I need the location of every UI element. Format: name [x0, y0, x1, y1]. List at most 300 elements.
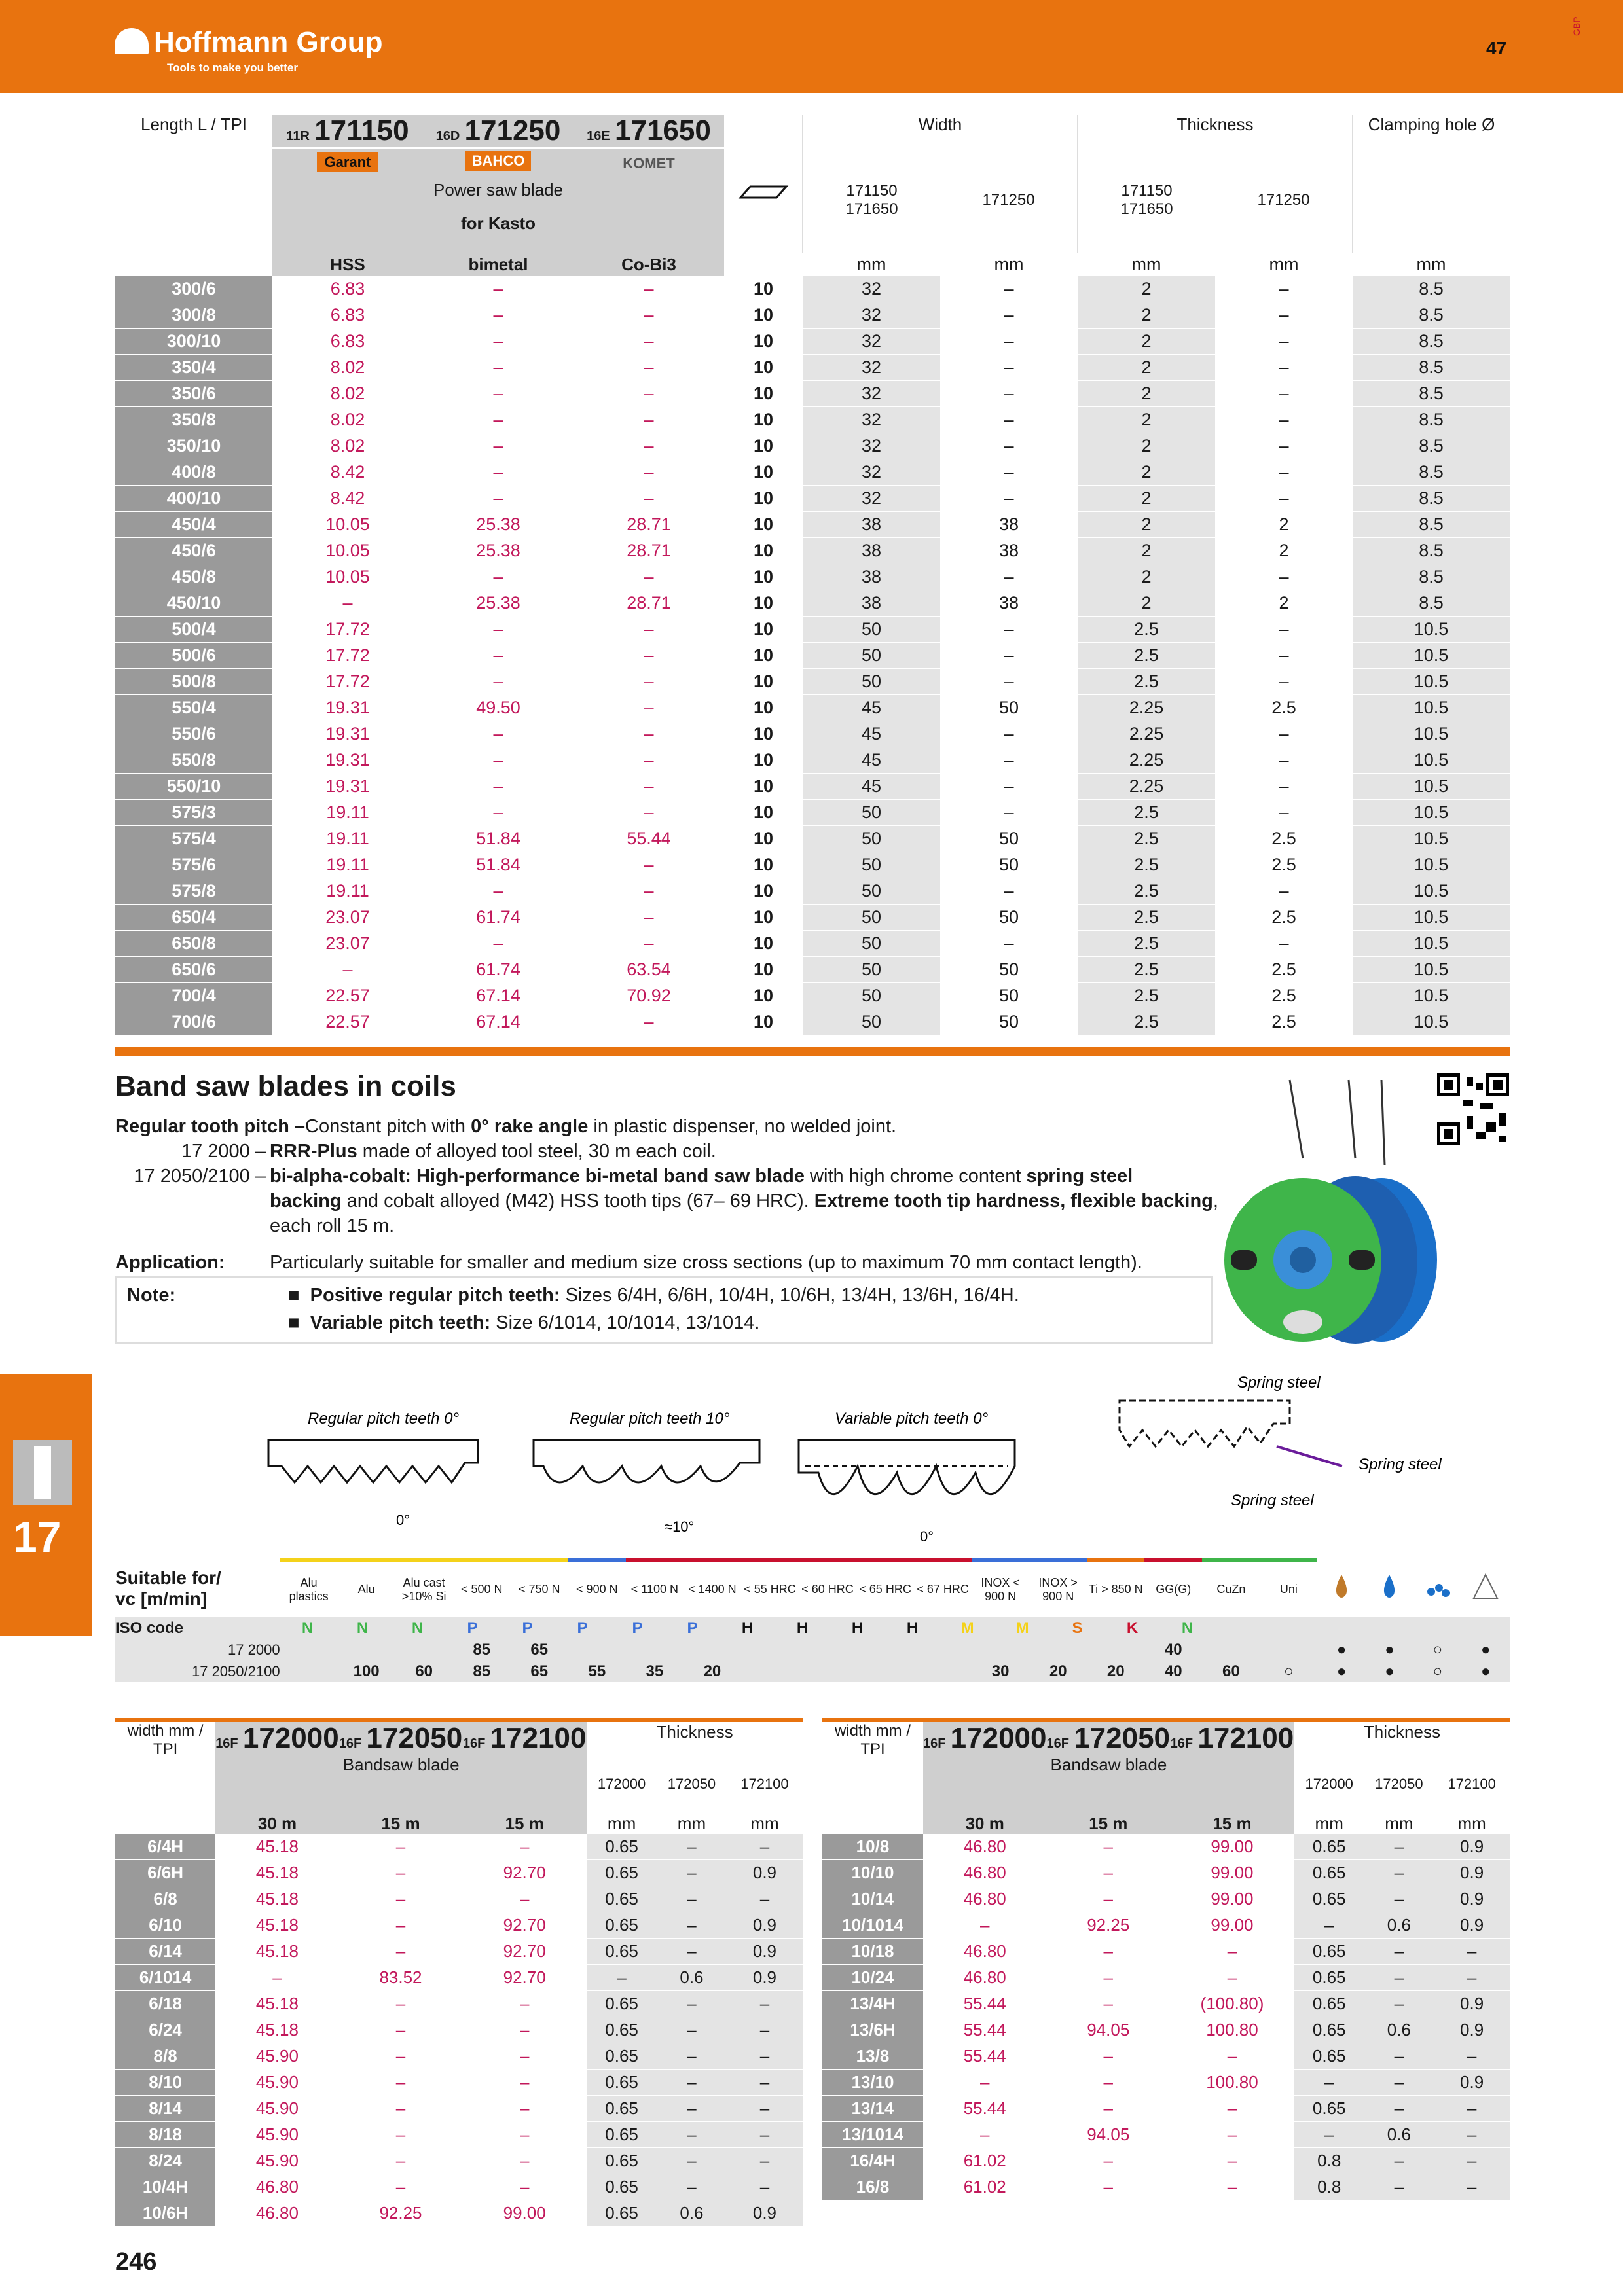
value-cell: –	[1047, 1939, 1171, 1965]
logo-mark-icon	[115, 28, 149, 54]
value-cell: –	[727, 1886, 803, 1912]
value-cell: 2	[1078, 407, 1215, 433]
value-cell: 2	[1078, 590, 1215, 617]
vc-value: 40	[1164, 1640, 1182, 1659]
vc-value: 40	[1164, 1662, 1182, 1680]
vc-value	[856, 1660, 914, 1682]
table-row	[115, 590, 1510, 617]
value-cell: 10	[724, 433, 803, 459]
article-desc: bi-alpha-cobalt: High-performance bi-metal band saw blade with high chrome content spring steel	[270, 1166, 1133, 1187]
width-tpi-cell: 13/4H	[822, 1991, 923, 2017]
value-cell: 2.5	[1078, 957, 1215, 983]
value-cell: 99.00	[462, 2200, 587, 2227]
unit-label: mm	[677, 1814, 706, 1833]
value-cell: 19.31	[272, 774, 423, 800]
value-cell: –	[1215, 564, 1353, 590]
material-column: Alu plastics	[280, 1560, 338, 1617]
product-desc: Power saw blade	[433, 180, 563, 200]
value-cell: 28.71	[574, 512, 724, 538]
value-cell: –	[423, 329, 574, 355]
article-key: 17 2050/2100 –	[134, 1166, 266, 1187]
value-cell: 45.18	[215, 1912, 339, 1939]
vc-value	[1029, 1639, 1087, 1660]
value-cell: 99.00	[1170, 1834, 1294, 1860]
value-cell: 55.44	[923, 2096, 1047, 2122]
value-cell: 2	[1078, 276, 1215, 302]
value-cell: 25.38	[423, 590, 574, 617]
value-cell: 10	[724, 590, 803, 617]
value-cell: 8.5	[1353, 433, 1510, 459]
diagram-label: Regular pitch teeth 0°	[308, 1410, 460, 1427]
table-row	[115, 2122, 803, 2148]
value-cell: 0.65	[587, 2043, 657, 2070]
value-cell: –	[940, 617, 1078, 643]
table-row	[115, 2070, 803, 2096]
value-cell: –	[574, 878, 724, 905]
value-cell: 63.54	[574, 957, 724, 983]
value-cell: 17.72	[272, 669, 423, 695]
table-row	[822, 2096, 1510, 2122]
table-row	[115, 1860, 803, 1886]
thickness-sub: 172100	[740, 1776, 789, 1792]
length-tpi-cell: 650/8	[115, 931, 272, 957]
value-cell: 10	[724, 512, 803, 538]
value-cell: –	[1364, 2174, 1434, 2200]
value-cell: 2.25	[1078, 721, 1215, 747]
order-code: 16F	[338, 1736, 362, 1751]
iso-code-label: ISO code	[115, 1619, 184, 1637]
length-tpi-cell: 500/6	[115, 643, 272, 669]
unit-label: mm	[1269, 254, 1299, 274]
value-cell: –	[940, 747, 1078, 774]
coolant-indicator	[1317, 1639, 1365, 1660]
value-cell: –	[1215, 747, 1353, 774]
value-cell: –	[462, 2122, 587, 2148]
value-cell: –	[423, 747, 574, 774]
value-cell: –	[1215, 407, 1353, 433]
width-tpi-cell: 13/14	[822, 2096, 923, 2122]
value-cell: 22.57	[272, 1009, 423, 1035]
value-cell: –	[339, 2043, 463, 2070]
table-row	[115, 983, 1510, 1009]
oil-drop-icon	[1317, 1560, 1365, 1617]
length-tpi-cell: 300/8	[115, 302, 272, 329]
width-tpi-cell: 10/8	[822, 1834, 923, 1860]
suitable-label: Suitable for/	[115, 1568, 221, 1588]
value-cell: 0.65	[587, 2070, 657, 2096]
brand-tagline: Tools to make you better	[167, 62, 298, 74]
chapter-tab	[0, 1374, 92, 1636]
vc-value	[568, 1639, 626, 1660]
table-row	[115, 617, 1510, 643]
value-cell: –	[940, 302, 1078, 329]
length-tpi-cell: 650/6	[115, 957, 272, 983]
value-cell: 0.65	[1294, 2017, 1364, 2043]
table-row	[115, 747, 1510, 774]
value-cell: –	[339, 1939, 463, 1965]
bahco-logo: BAHCO	[465, 151, 532, 171]
thickness-header: Thickness	[1078, 115, 1353, 148]
value-cell: 0.65	[1294, 1991, 1364, 2017]
value-cell: 45	[803, 774, 940, 800]
vc-value	[741, 1660, 799, 1682]
value-cell: –	[574, 276, 724, 302]
value-cell: 92.25	[339, 2200, 463, 2227]
vc-value: 85	[473, 1640, 491, 1659]
value-cell: –	[1294, 2122, 1364, 2148]
iso-code: M	[960, 1619, 974, 1637]
value-cell: 99.00	[1170, 1912, 1294, 1939]
value-cell: –	[1215, 329, 1353, 355]
value-cell: 0.65	[587, 1886, 657, 1912]
value-cell: 0.9	[727, 1939, 803, 1965]
order-code: 16F	[462, 1736, 486, 1751]
article-key: 17 2000	[228, 1641, 280, 1658]
value-cell: –	[574, 617, 724, 643]
value-cell: 10.5	[1353, 747, 1510, 774]
value-cell: 50	[803, 852, 940, 878]
table-row	[115, 669, 1510, 695]
spray-icon	[1413, 1560, 1461, 1617]
value-cell: 61.02	[923, 2148, 1047, 2174]
value-cell: 10.05	[272, 538, 423, 564]
width-tpi-cell: 8/18	[115, 2122, 215, 2148]
value-cell: –	[1215, 276, 1353, 302]
emulsion-drop-icon	[1366, 1560, 1413, 1617]
value-cell: –	[923, 1912, 1047, 1939]
value-cell: –	[423, 486, 574, 512]
value-cell: 61.74	[423, 905, 574, 931]
width-tpi-cell: 10/18	[822, 1939, 923, 1965]
value-cell: 10.5	[1353, 1009, 1510, 1035]
spring-steel-label: Spring steel	[1359, 1456, 1442, 1473]
value-cell: 8.5	[1353, 512, 1510, 538]
value-cell: 92.70	[462, 1912, 587, 1939]
table-row	[822, 2174, 1510, 2200]
value-cell: –	[1434, 1965, 1510, 1991]
width-tpi-header: width mm / TPI	[834, 1722, 911, 1758]
value-cell: 2.5	[1215, 983, 1353, 1009]
value-cell: 0.65	[1294, 1886, 1364, 1912]
value-cell: –	[587, 1965, 657, 1991]
application-text: Particularly suitable for smaller and medium size cross sections (up to maximum 70 mm contact length).	[270, 1252, 1142, 1273]
length-tpi-cell: 300/6	[115, 276, 272, 302]
value-cell: 32	[803, 276, 940, 302]
thickness-header: Thickness	[1363, 1722, 1440, 1742]
length-tpi-cell: 550/6	[115, 721, 272, 747]
value-cell: 50	[803, 905, 940, 931]
length-tpi-cell: 350/8	[115, 407, 272, 433]
value-cell: 46.80	[923, 1834, 1047, 1860]
value-cell: –	[1294, 2070, 1364, 2096]
value-cell: –	[339, 1991, 463, 2017]
value-cell: –	[574, 407, 724, 433]
value-cell: –	[1434, 2174, 1510, 2200]
coolant-indicator	[1462, 1660, 1510, 1682]
vc-value: 35	[646, 1662, 664, 1680]
material-column: Ti > 850 N	[1087, 1560, 1144, 1617]
value-cell: 50	[803, 643, 940, 669]
vc-value	[280, 1639, 338, 1660]
value-cell: –	[1215, 355, 1353, 381]
vc-value: 100	[353, 1662, 380, 1680]
sub-article: 171250	[1257, 191, 1310, 209]
vc-value	[1202, 1639, 1260, 1660]
coolant-indicator	[1366, 1660, 1413, 1682]
value-cell: 2	[1215, 512, 1353, 538]
value-cell: –	[940, 355, 1078, 381]
iso-code: H	[741, 1619, 754, 1637]
value-cell: –	[1215, 800, 1353, 826]
value-cell: –	[574, 852, 724, 878]
value-cell: 38	[803, 590, 940, 617]
value-cell: –	[1364, 2148, 1434, 2174]
value-cell: –	[1215, 302, 1353, 329]
vc-value	[741, 1639, 799, 1660]
value-cell: –	[462, 1834, 587, 1860]
value-cell: –	[940, 643, 1078, 669]
value-cell: 94.05	[1047, 2017, 1171, 2043]
value-cell: 0.9	[1434, 1860, 1510, 1886]
spring-steel-label: Spring steel	[1231, 1492, 1314, 1509]
value-cell: 17.72	[272, 643, 423, 669]
value-cell: –	[657, 2043, 727, 2070]
value-cell: 45	[803, 721, 940, 747]
vc-value	[1260, 1639, 1317, 1660]
diagram-label: Regular pitch teeth 10°	[570, 1410, 730, 1427]
value-cell: –	[423, 774, 574, 800]
value-cell: 50	[940, 905, 1078, 931]
thickness-sub: 172050	[667, 1776, 716, 1792]
value-cell: 2.25	[1078, 747, 1215, 774]
value-cell: 50	[803, 669, 940, 695]
order-code: 11R	[286, 129, 310, 143]
value-cell: 38	[940, 590, 1078, 617]
table-row	[115, 931, 1510, 957]
table-row	[822, 2070, 1510, 2096]
value-cell: 19.11	[272, 878, 423, 905]
vc-value	[684, 1639, 741, 1660]
width-tpi-cell: 10/4H	[115, 2174, 215, 2200]
value-cell: 19.31	[272, 721, 423, 747]
table-row	[822, 1834, 1510, 1860]
value-cell: –	[574, 643, 724, 669]
value-cell: –	[574, 433, 724, 459]
length-tpi-cell: 400/10	[115, 486, 272, 512]
length-tpi-cell: 575/6	[115, 852, 272, 878]
width-tpi-cell: 10/6H	[115, 2200, 215, 2227]
table-row	[822, 1860, 1510, 1886]
value-cell: 10.5	[1353, 983, 1510, 1009]
length-tpi-cell: 450/4	[115, 512, 272, 538]
value-cell: 2	[1078, 459, 1215, 486]
value-cell: 92.70	[462, 1965, 587, 1991]
value-cell: –	[423, 721, 574, 747]
value-cell: –	[1047, 1886, 1171, 1912]
value-cell: –	[1434, 2043, 1510, 2070]
angle-label: 0°	[396, 1512, 410, 1528]
value-cell: 0.8	[1294, 2148, 1364, 2174]
value-cell: –	[727, 2148, 803, 2174]
value-cell: 10.5	[1353, 826, 1510, 852]
article-number: 172000	[242, 1722, 339, 1754]
table-row	[115, 2017, 803, 2043]
value-cell: –	[462, 1991, 587, 2017]
value-cell: 55.44	[923, 1991, 1047, 2017]
value-cell: 50	[803, 800, 940, 826]
coolant-indicator	[1366, 1639, 1413, 1660]
value-cell: 32	[803, 407, 940, 433]
value-cell: 51.84	[423, 826, 574, 852]
dry-cutting-icon	[1462, 1560, 1510, 1617]
length-tpi-cell: 700/6	[115, 1009, 272, 1035]
width-tpi-cell: 13/10	[822, 2070, 923, 2096]
iso-code: P	[632, 1619, 643, 1637]
coolant-dot: ●	[1336, 1640, 1347, 1659]
value-cell: –	[940, 669, 1078, 695]
value-cell: –	[574, 459, 724, 486]
table-row	[115, 2200, 803, 2227]
value-cell: –	[1047, 2096, 1171, 2122]
value-cell: 0.9	[1434, 1912, 1510, 1939]
width-tpi-cell: 6/6H	[115, 1860, 215, 1886]
material-column: < 1100 N	[626, 1560, 684, 1617]
value-cell: –	[574, 329, 724, 355]
clamping-hole-header: Clamping hole Ø	[1353, 115, 1510, 148]
value-cell: –	[657, 1991, 727, 2017]
value-cell: –	[1047, 2043, 1171, 2070]
table-row	[115, 1834, 803, 1860]
value-cell: 2.5	[1078, 983, 1215, 1009]
value-cell: 28.71	[574, 538, 724, 564]
value-cell: –	[1215, 486, 1353, 512]
table-row	[115, 381, 1510, 407]
value-cell: 2.5	[1215, 826, 1353, 852]
value-cell: 10	[724, 721, 803, 747]
value-cell: 10.5	[1353, 957, 1510, 983]
value-cell: –	[1047, 1860, 1171, 1886]
thickness-sub: 172000	[1305, 1776, 1353, 1792]
material-column: < 55 HRC	[741, 1560, 799, 1617]
value-cell: –	[1215, 643, 1353, 669]
value-cell: 0.65	[587, 1991, 657, 2017]
value-cell: 8.02	[272, 355, 423, 381]
value-cell: –	[727, 2174, 803, 2200]
table-row	[115, 721, 1510, 747]
length-tpi-cell: 350/10	[115, 433, 272, 459]
value-cell: 0.65	[587, 1834, 657, 1860]
article-number: 171250	[464, 115, 561, 147]
value-cell: 45.18	[215, 1939, 339, 1965]
angle-label: 0°	[920, 1528, 934, 1545]
value-cell: –	[657, 1939, 727, 1965]
value-cell: –	[940, 381, 1078, 407]
iso-code: K	[1126, 1619, 1139, 1637]
table-row	[115, 302, 1510, 329]
coil-price-table-left	[115, 1718, 803, 2227]
value-cell: –	[1215, 721, 1353, 747]
table-row	[822, 1912, 1510, 1939]
width-tpi-cell: 6/18	[115, 1991, 215, 2017]
table-row	[115, 905, 1510, 931]
article-number: 172100	[490, 1722, 587, 1754]
length-tpi-cell: 450/10	[115, 590, 272, 617]
value-cell: 10.05	[272, 512, 423, 538]
value-cell: 28.71	[574, 590, 724, 617]
value-cell: 10.5	[1353, 852, 1510, 878]
value-cell: –	[1215, 878, 1353, 905]
value-cell: 2.5	[1078, 878, 1215, 905]
value-cell: 46.80	[923, 1860, 1047, 1886]
width-tpi-cell: 6/8	[115, 1886, 215, 1912]
value-cell: 38	[940, 538, 1078, 564]
vc-value: 20	[1049, 1662, 1067, 1680]
material-column: Uni	[1260, 1560, 1317, 1617]
coolant-dot: ●	[1481, 1662, 1491, 1680]
value-cell: –	[272, 957, 423, 983]
length-tpi-header: Length L / TPI	[141, 115, 247, 134]
value-cell: –	[1215, 459, 1353, 486]
width-tpi-cell: 8/10	[115, 2070, 215, 2096]
value-cell: 2	[1078, 302, 1215, 329]
thickness-sub: 172000	[597, 1776, 646, 1792]
unit-label: mm	[1416, 254, 1446, 274]
table-row	[115, 564, 1510, 590]
unit-label: mm	[856, 254, 886, 274]
value-cell: –	[923, 2070, 1047, 2096]
value-cell: 0.65	[1294, 1834, 1364, 1860]
value-cell: –	[940, 486, 1078, 512]
value-cell: –	[339, 2070, 463, 2096]
table-row	[115, 486, 1510, 512]
value-cell: –	[423, 355, 574, 381]
length-tpi-cell: 450/8	[115, 564, 272, 590]
value-cell: 2	[1078, 486, 1215, 512]
coil-length: 15 m	[462, 1814, 587, 1834]
coolant-dot: ●	[1336, 1662, 1347, 1680]
vc-value: 20	[1106, 1662, 1125, 1680]
value-cell: 10.5	[1353, 695, 1510, 721]
value-cell: –	[727, 1834, 803, 1860]
material-column: CuZn	[1202, 1560, 1260, 1617]
value-cell: –	[339, 2096, 463, 2122]
table-row	[115, 1886, 803, 1912]
vc-value: 20	[703, 1662, 721, 1680]
material-column: Alu cast >10% Si	[395, 1560, 453, 1617]
value-cell: 45.90	[215, 2043, 339, 2070]
coolant-dot: ○	[1432, 1662, 1443, 1680]
bandsaw-label: Bandsaw blade	[215, 1755, 587, 1814]
value-cell: 19.11	[272, 852, 423, 878]
sub-article: 171150	[1121, 182, 1173, 200]
width-tpi-cell: 8/8	[115, 2043, 215, 2070]
value-cell: –	[940, 564, 1078, 590]
value-cell: 50	[940, 1009, 1078, 1035]
table-row	[115, 2096, 803, 2122]
length-tpi-cell: 350/6	[115, 381, 272, 407]
width-tpi-header: width mm / TPI	[127, 1722, 204, 1758]
value-cell: –	[1364, 2096, 1434, 2122]
vc-value: 60	[415, 1662, 433, 1680]
value-cell: 46.80	[923, 1939, 1047, 1965]
qr-code-icon	[1437, 1073, 1509, 1145]
value-cell: –	[1215, 931, 1353, 957]
order-code: 16F	[1046, 1736, 1069, 1751]
value-cell: –	[657, 2096, 727, 2122]
material-column: < 60 HRC	[799, 1560, 856, 1617]
article-number: 172050	[366, 1722, 463, 1754]
value-cell: 45.90	[215, 2096, 339, 2122]
